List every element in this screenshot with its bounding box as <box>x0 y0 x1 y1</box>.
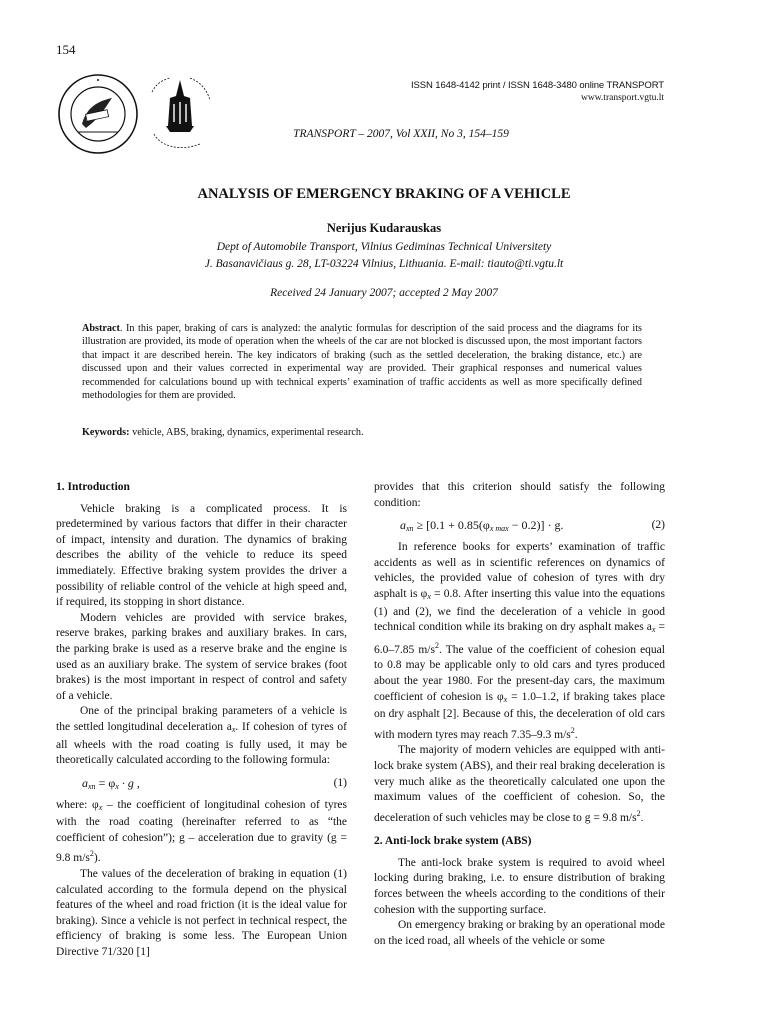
paragraph: The anti-lock brake system is required to avoid wheel locking during braking, i.e. to ensure distribution of braking forces between the wheels according to the conditions of their cohesion with the supporting surface. <box>374 856 665 916</box>
journal-website: www.transport.vgtu.lt <box>580 93 664 103</box>
equation-1: $a_{xn} = \varphi_x \cdot g$ , (1) <box>56 771 347 796</box>
abstract-text: . In this paper, braking of cars is analyzed: the analytic formulas for description of the said process and the diagrams for its illustration are provided, its mode of operation when the wheels of the car are not blocked is discussed upon, the most important factors that impact it are described herein. The key indicators of braking (such as the settled deceleration, the braking distance, etc.) are discussed upon and their values corrected in experimental way are provided. Their graphical responses and numerical values recommended for calculations bound up with technical experts’ examination of traffic accidents as well as more specifically defined methodologies for them are provided. <box>82 323 642 402</box>
equation-2: $a_{xn} \ge [0.1 + 0.85(\varphi_{x max} - 0.2)] \cdot g$. (2) <box>374 513 665 538</box>
equation-number: (2) <box>651 519 665 532</box>
right-column <box>374 480 665 949</box>
equation-number: (1) <box>333 776 347 789</box>
affiliation-line-2: J. Basanavičiaus g. 28, LT-03224 Vilnius, Lithuania. E-mail: tiauto@ti.vgtu.lt <box>204 258 564 270</box>
academy-seal-logo <box>140 70 222 154</box>
page-number: 154 <box>56 42 76 57</box>
paragraph: The values of the deceleration of braking in equation (1) calculated according to the formula depend on the physical features of the wheel and road friction (it is the ideal value for braking). Since a vehicle is not perfect in technical respect, the efficiency of braking is some less. The European Union Directive 71/320 [1] <box>56 868 347 959</box>
keywords <box>82 427 642 438</box>
journal-citation: TRANSPORT – 2007, Vol XXII, No 3, 154–159 <box>293 128 509 140</box>
paragraph: where: $\varphi_x$ – the coefficient of longitudinal cohesion of tyres with the road coating (hereinafter referred to as “the coefficient of cohesion”); g – acceleration due to gravity (g = 9.8 $m/s^2$). <box>56 798 347 865</box>
paragraph: provides that this criterion should satisfy the following condition: <box>374 481 665 509</box>
received-dates: Received 24 January 2007; accepted 2 May 2007 <box>270 287 498 299</box>
left-column <box>56 480 347 961</box>
section-heading-introduction: 1. Introduction <box>56 481 130 493</box>
abstract-label: Abstract <box>82 323 120 334</box>
paragraph: Vehicle braking is a complicated process. It is predetermined by various factors that differ in their character of impact, intensity and duration. The dynamics of braking describes the ability of the vehicle to reduce its speed immediately. Effective braking system provides the driver a possibility of reliable control of the vehicle at high speed and, if required, its stopping in short distance. <box>56 502 347 609</box>
paragraph: Modern vehicles are provided with service brakes, reserve brakes, parking brakes and auxiliary brakes. In cars, the parking brake is used as a reserve brake and the engine is used as an auxiliary brake. The system of service brakes (foot brakes) is the most important in respect of control and safety of a vehicle. <box>56 611 347 702</box>
section-heading-abs: 2. Anti-lock brake system (ABS) <box>374 835 532 848</box>
paragraph: On emergency braking or braking by an operational mode on the iced road, all wheels of the vehicle or some <box>374 919 665 947</box>
paragraph: In reference books for experts’ examination of traffic accidents as well as in scientific references on dynamics of vehicles, the provided value of cohesion of tyres with dry asphalt is $\varphi_x = 0.8$. After inserting this value into the equations (1) and (2), we find the deceleration of a vehicle in good technical condition while its braking on dry asphalt makes $a_x = 6.0-7.85$ $m/s^2$. The value of the coefficient of cohesion equal to 0.8 may be applicable only to old cars and tyres produced about the year 1980. For the present-day cars, the maximum coefficient of cohesion is $\varphi_x = 1.0-1.2$, if braking takes place on dry asphalt [2]. Because of this, the deceleration of old cars with modern tyres may reach 7.35–9.3 $m/s^2$. <box>374 541 665 741</box>
paragraph: The majority of modern vehicles are equipped with anti-lock brake system (ABS), and their real braking deceleration is very much alike as the theoretically calculated one upon the maximum values of the coefficient of cohesion. So, the deceleration of such vehicles may be close to g = 9.8 $m/s^2$. <box>374 744 665 824</box>
affiliation-line-1: Dept of Automobile Transport, Vilnius Gediminas Technical Universitety <box>216 241 552 253</box>
keywords-text: vehicle, ABS, braking, dynamics, experimental research. <box>129 427 364 438</box>
abstract <box>82 322 642 402</box>
issn-line: ISSN 1648-4142 print / ISSN 1648-3480 online TRANSPORT <box>410 80 664 91</box>
university-seal-logo <box>56 72 140 156</box>
paragraph: One of the principal braking parameters of a vehicle is the settled longitudinal deceleration $a_x$. If cohesion of tyres of all wheels with the road coating is fully used, it may be theoretically calculated according to the following formula: <box>56 705 347 767</box>
article-title: ANALYSIS OF EMERGENCY BRAKING OF A VEHICLE <box>197 186 571 202</box>
keywords-label: Keywords: <box>82 427 130 438</box>
author-name: Nerijus Kudarauskas <box>326 221 442 235</box>
